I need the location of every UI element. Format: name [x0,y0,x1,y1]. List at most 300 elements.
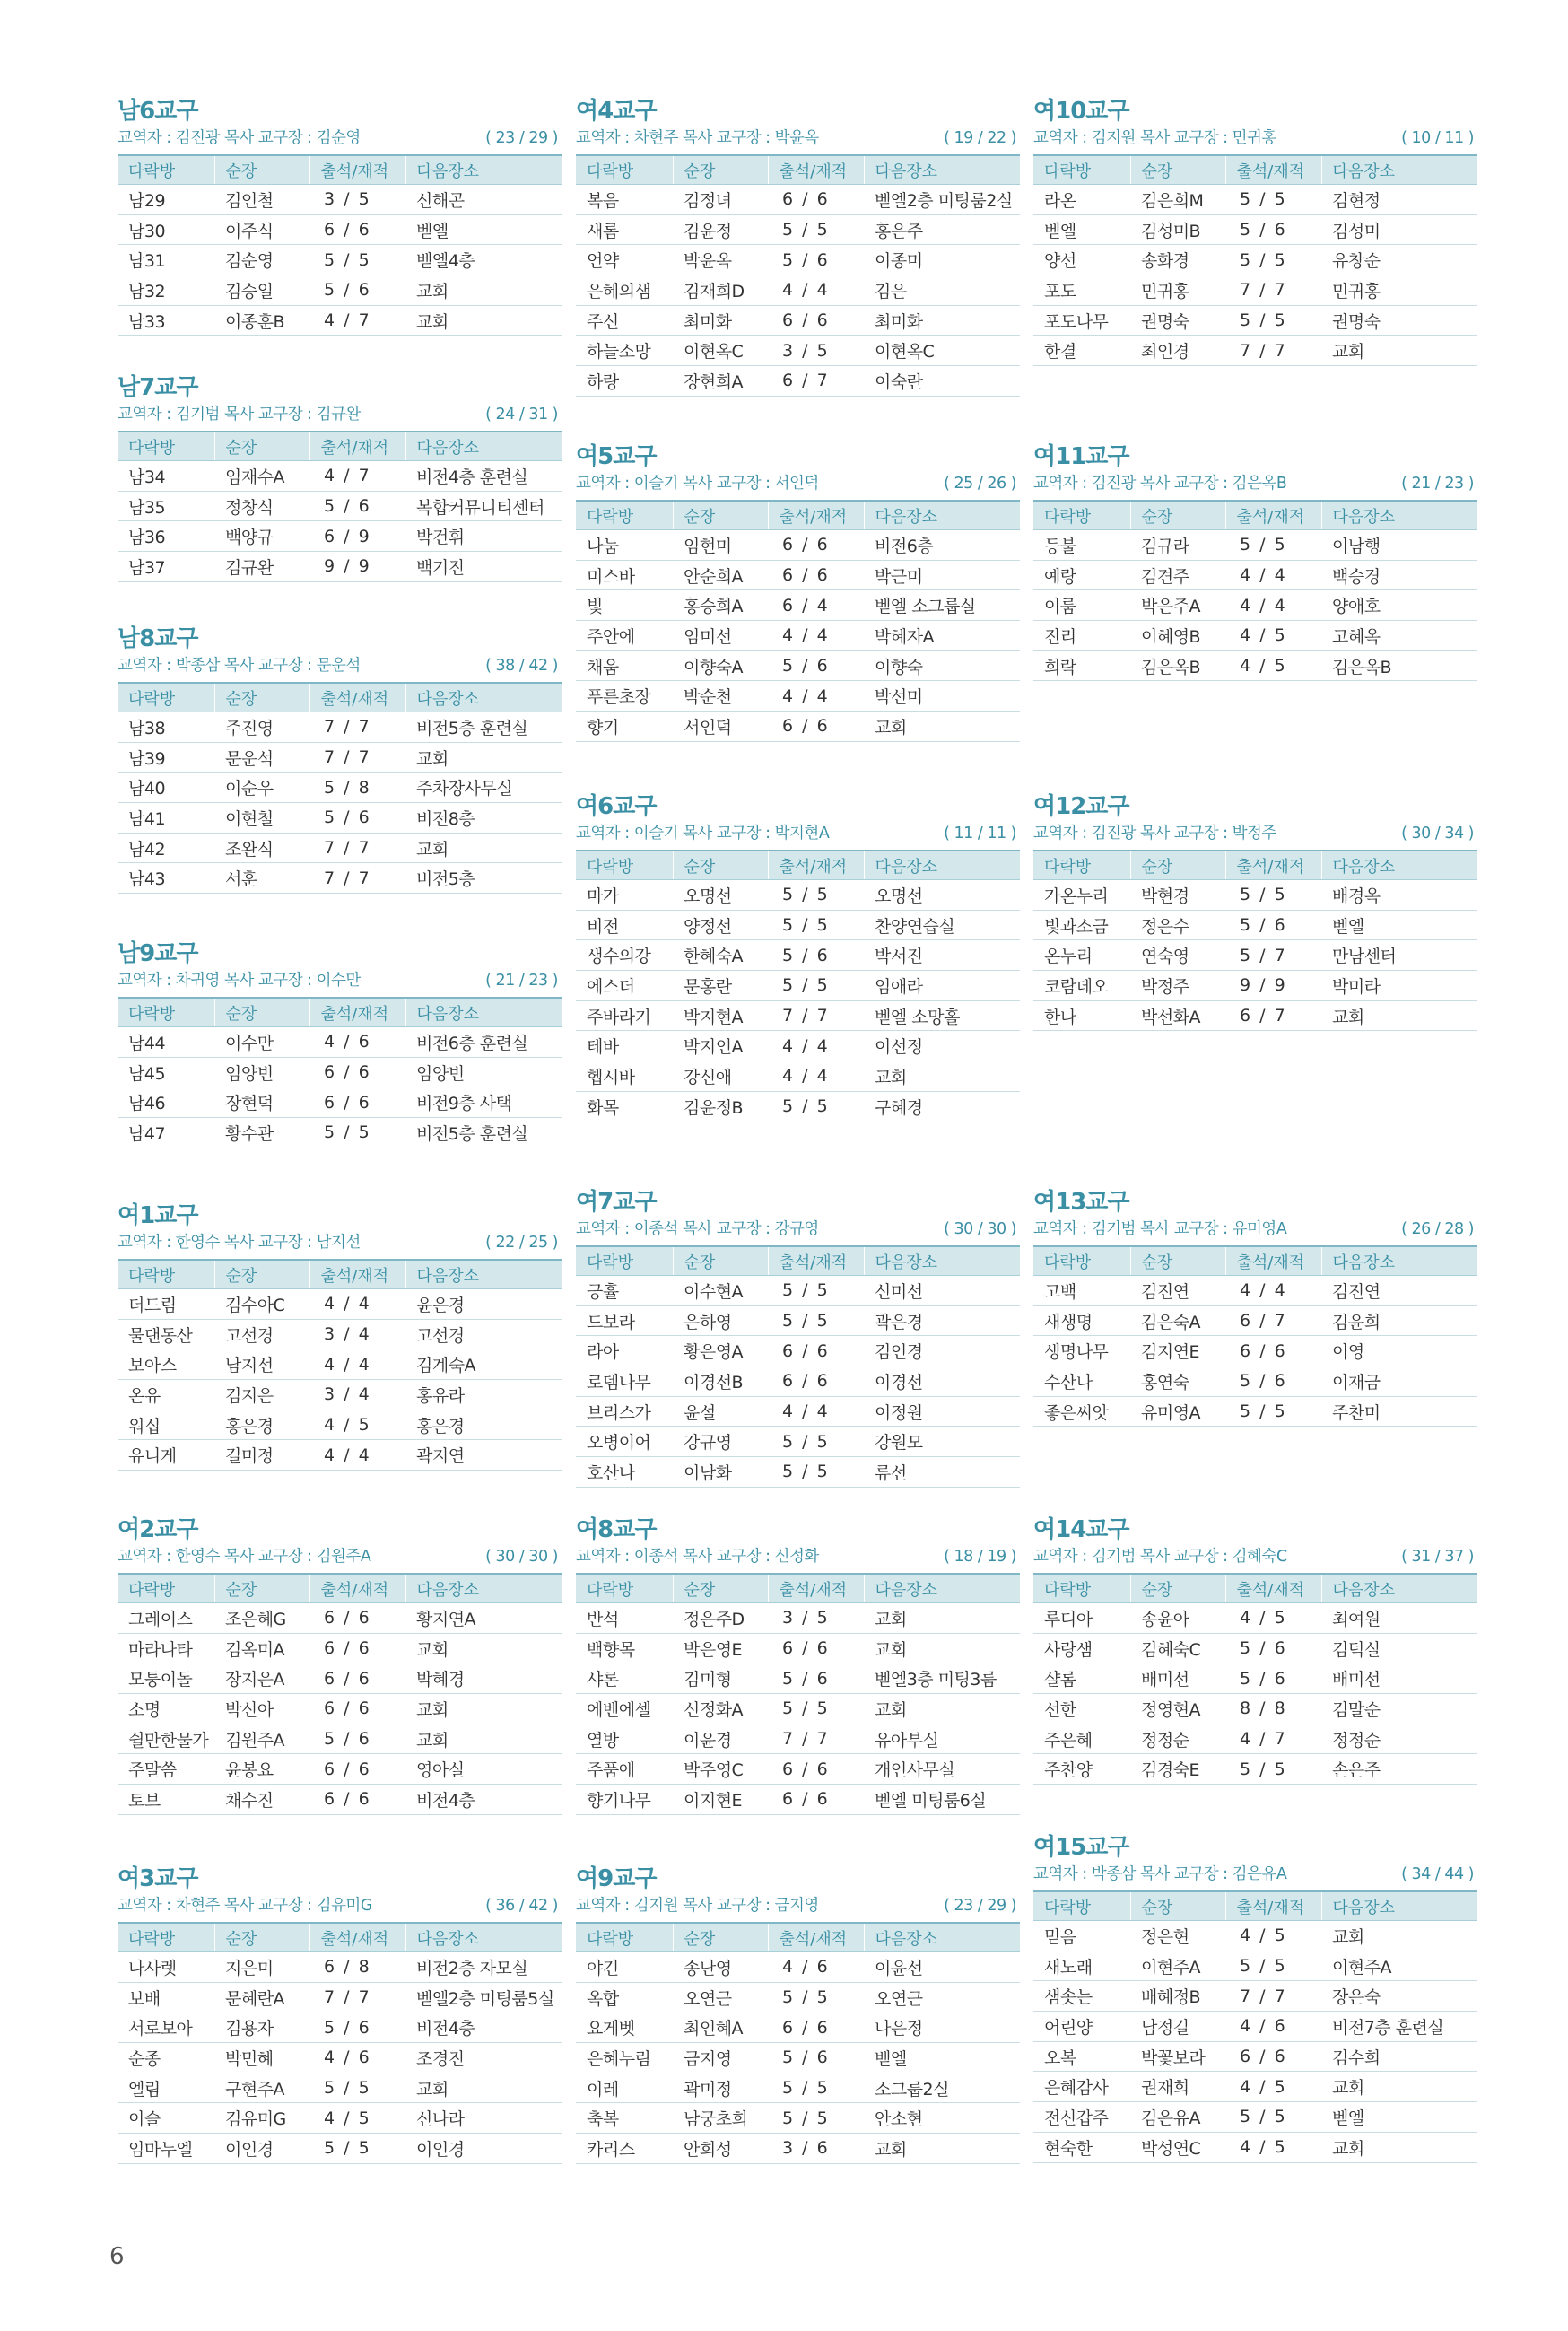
cell-leader: 김정녀 [673,185,768,215]
cell-leader: 이현주A [1130,1951,1225,1981]
column-header: 다락방 [1033,501,1130,530]
cell-group: 로뎀나무 [576,1366,673,1397]
district-attendance-total: ( 30 / 34 ) [1401,825,1474,842]
table-row [576,2012,1020,2043]
cell-next-place: 영아실 [405,1754,562,1785]
column-header: 출석/재적 [309,155,405,185]
table-row [1033,1305,1477,1336]
table-row [118,1440,562,1471]
table-row [1033,1921,1477,1951]
cell-attendance: 4 / 4 [768,621,864,651]
cell-attendance: 5 / 5 [309,2134,405,2164]
column-header: 다락방 [1033,1246,1130,1276]
cell-next-place: 이현옥C [864,336,1020,366]
district-meta [1033,1218,1477,1242]
cell-group: 남45 [118,1057,214,1087]
table-row [576,1031,1020,1061]
cell-leader: 남정길 [1130,2012,1225,2042]
cell-leader: 권명숙 [1130,305,1225,336]
district-table [1033,1890,1477,2163]
cell-leader: 김윤정 [673,214,768,245]
cell-leader: 김은옥B [1130,650,1225,681]
cell-next-place: 홍은경 [405,1410,562,1440]
table-row [1033,940,1477,971]
district-table [576,850,1020,1122]
table-row [576,336,1020,366]
column-header: 순장 [214,155,309,185]
column-header: 다락방 [576,1246,673,1276]
cell-next-place: 벧엘 소망홀 [864,1000,1020,1031]
cell-leader: 조은혜G [214,1603,309,1634]
cell-group: 루디아 [1033,1603,1130,1634]
column-header: 출석/재적 [1225,501,1321,530]
district-table [576,1245,1020,1488]
table-row [118,185,562,215]
district-block [576,442,1020,742]
cell-next-place: 이숙란 [864,366,1020,397]
cell-next-place: 김수희 [1321,2041,1477,2072]
cell-leader: 정창식 [214,491,309,521]
cell-leader: 김진연 [1130,1276,1225,1306]
cell-next-place: 곽지연 [405,1440,562,1471]
cell-next-place: 비전8층 [405,803,562,834]
cell-next-place: 교회 [864,1694,1020,1724]
district-title: 여5교구 [576,443,657,470]
cell-group: 복음 [576,185,673,215]
column-header: 순장 [1130,501,1225,530]
cell-group: 어린양 [1033,2012,1130,2042]
cell-attendance: 8 / 8 [1225,1694,1321,1724]
page-number: 6 [109,2243,125,2270]
cell-next-place: 벧엘4층 [405,245,562,275]
cell-next-place: 오연근 [864,1982,1020,2012]
cell-group: 서로보아 [118,2012,214,2043]
column-header: 다음장소 [405,1574,562,1603]
cell-group: 옥합 [576,1982,673,2012]
cell-next-place: 비전4층 [405,2012,562,2043]
cell-group: 순종 [118,2043,214,2073]
cell-attendance: 6 / 6 [768,560,864,590]
cell-leader: 배미선 [1130,1663,1225,1694]
table-row [576,910,1020,940]
cell-group: 생명나무 [1033,1336,1130,1366]
table-row [576,650,1020,681]
district-table [576,154,1020,397]
table-row [118,1982,562,2012]
cell-group: 하랑 [576,366,673,397]
district-block [118,624,562,894]
table-row [576,712,1020,742]
column-header: 다락방 [1033,851,1130,880]
cell-group: 보배 [118,1982,214,2012]
cell-attendance: 7 / 7 [309,1982,405,2012]
column-header: 순장 [214,432,309,461]
cell-leader: 김지연E [1130,1336,1225,1366]
cell-attendance: 7 / 7 [1225,275,1321,306]
cell-next-place: 교회 [864,2134,1020,2164]
cell-leader: 이순우 [214,773,309,803]
cell-leader: 장현덕 [214,1087,309,1118]
district-title: 여3교구 [118,1865,198,1892]
cell-leader: 정은주D [673,1603,768,1634]
cell-group: 임마누엘 [118,2134,214,2164]
district-attendance-total: ( 21 / 23 ) [1401,475,1474,493]
cell-group: 비전 [576,910,673,940]
district-leaders: 교역자 : 김진광 목사 교구장 : 김은옥B [1033,475,1287,493]
cell-attendance: 4 / 5 [1225,2072,1321,2102]
table-row [1033,590,1477,621]
cell-leader: 홍연숙 [1130,1366,1225,1397]
district-block [576,1515,1020,1815]
cell-attendance: 6 / 6 [309,1057,405,1087]
district-attendance-total: ( 34 / 44 ) [1401,1865,1474,1883]
column-header: 순장 [673,1923,768,1952]
district-block [1033,1188,1477,1427]
column-header: 순장 [1130,1246,1225,1276]
cell-next-place: 김현정 [1321,185,1477,215]
cell-next-place: 김성미 [1321,214,1477,245]
district-block [1033,97,1477,366]
column-header: 다락방 [576,851,673,880]
cell-leader: 송윤아 [1130,1603,1225,1634]
cell-leader: 한혜숙A [673,940,768,971]
column-header: 다음장소 [864,1923,1020,1952]
column-header: 다음장소 [1321,155,1477,185]
cell-next-place: 벧엘 [405,214,562,245]
cell-attendance: 5 / 5 [1225,1754,1321,1785]
district-title: 여10교구 [1033,98,1129,125]
cell-attendance: 4 / 6 [309,2043,405,2073]
cell-leader: 윤봉요 [214,1754,309,1785]
district-title: 남9교구 [118,940,198,967]
cell-attendance: 5 / 6 [1225,1366,1321,1397]
cell-group: 테바 [576,1031,673,1061]
cell-attendance: 6 / 6 [768,185,864,215]
cell-next-place: 김인경 [864,1336,1020,1366]
table-row [1033,971,1477,1001]
cell-next-place: 박선미 [864,681,1020,712]
column-header: 출석/재적 [309,998,405,1027]
cell-attendance: 6 / 6 [1225,1336,1321,1366]
cell-next-place: 유아부실 [864,1724,1020,1754]
cell-group: 에벤에셀 [576,1694,673,1724]
district-block [576,1188,1020,1488]
district-attendance-total: ( 18 / 19 ) [944,1548,1016,1566]
table-row [1033,214,1477,245]
district-meta [118,970,562,993]
district-leaders: 교역자 : 한영수 목사 교구장 : 남지선 [118,1234,361,1252]
cell-leader: 장현희A [673,366,768,397]
cell-leader: 박선화A [1130,1000,1225,1031]
district-table [1033,1573,1477,1785]
cell-attendance: 6 / 7 [768,366,864,397]
cell-leader: 정은수 [1130,910,1225,940]
table-row [576,1754,1020,1785]
cell-leader: 김인철 [214,185,309,215]
district-attendance-total: ( 11 / 11 ) [944,825,1016,842]
cell-attendance: 4 / 4 [309,1349,405,1380]
table-row [576,2103,1020,2134]
cell-attendance: 6 / 6 [309,1087,405,1118]
cell-attendance: 6 / 8 [309,1952,405,1983]
cell-attendance: 5 / 6 [1225,1633,1321,1663]
table-row [576,1091,1020,1122]
cell-next-place: 이종미 [864,245,1020,275]
cell-attendance: 6 / 6 [768,530,864,561]
district-block [1033,442,1477,681]
cell-group: 남33 [118,305,214,336]
cell-group: 은혜의샘 [576,275,673,306]
cell-group: 드보라 [576,1305,673,1336]
cell-group: 남35 [118,491,214,521]
cell-group: 남40 [118,773,214,803]
column-header: 순장 [1130,1891,1225,1921]
cell-attendance: 5 / 5 [309,245,405,275]
cell-attendance: 5 / 7 [1225,940,1321,971]
column-header: 순장 [673,1246,768,1276]
column-header: 순장 [214,998,309,1027]
table-row [118,833,562,863]
cell-next-place: 교회 [1321,336,1477,366]
cell-group: 향기나무 [576,1785,673,1815]
cell-attendance: 3 / 5 [768,336,864,366]
cell-attendance: 5 / 6 [768,2043,864,2073]
cell-attendance: 5 / 6 [1225,910,1321,940]
cell-next-place: 교회 [1321,1921,1477,1951]
cell-group: 남38 [118,712,214,743]
table-row [118,275,562,306]
district-table [118,154,562,336]
cell-next-place: 비전6층 [864,530,1020,561]
cell-next-place: 김덕실 [1321,1633,1477,1663]
table-row [576,1396,1020,1427]
cell-next-place: 안소현 [864,2103,1020,2134]
cell-group: 브리스가 [576,1396,673,1427]
cell-attendance: 4 / 5 [1225,650,1321,681]
cell-leader: 홍은경 [214,1410,309,1440]
column-header: 출석/재적 [309,432,405,461]
cell-group: 헵시바 [576,1061,673,1092]
cell-next-place: 개인사무실 [864,1754,1020,1785]
column-header: 다락방 [1033,1574,1130,1603]
cell-next-place: 고선경 [405,1319,562,1349]
cell-attendance: 6 / 6 [309,1603,405,1634]
table-row [576,971,1020,1001]
cell-attendance: 5 / 5 [309,1118,405,1148]
cell-attendance: 7 / 7 [309,742,405,773]
table-row [576,681,1020,712]
column-header: 출석/재적 [1225,155,1321,185]
cell-leader: 김용자 [214,2012,309,2043]
cell-attendance: 5 / 5 [1225,305,1321,336]
cell-group: 양선 [1033,245,1130,275]
district-leaders: 교역자 : 차현주 목사 교구장 : 김유미G [118,1897,372,1915]
cell-attendance: 6 / 6 [309,1754,405,1785]
cell-leader: 이수만 [214,1027,309,1058]
cell-attendance: 4 / 7 [309,305,405,336]
cell-group: 남47 [118,1118,214,1148]
district-table [118,682,562,894]
table-row [576,940,1020,971]
cell-attendance: 4 / 6 [309,1027,405,1058]
cell-leader: 김윤정B [673,1091,768,1122]
cell-group: 유니게 [118,1440,214,1471]
table-row [1033,275,1477,306]
cell-leader: 지은미 [214,1952,309,1983]
cell-next-place: 소그룹2실 [864,2073,1020,2103]
cell-attendance: 5 / 5 [768,1457,864,1488]
cell-leader: 양정선 [673,910,768,940]
cell-next-place: 이향숙 [864,650,1020,681]
cell-group: 새노래 [1033,1951,1130,1981]
cell-next-place: 권명숙 [1321,305,1477,336]
district-leaders: 교역자 : 이종석 목사 교구장 : 신정화 [576,1548,819,1566]
cell-next-place: 민귀홍 [1321,275,1477,306]
cell-next-place: 이영 [1321,1336,1477,1366]
district-table [118,1259,562,1471]
table-row [576,1336,1020,1366]
table-row [576,1366,1020,1397]
cell-leader: 강규영 [673,1427,768,1457]
cell-group: 화목 [576,1091,673,1122]
cell-next-place: 최미화 [864,305,1020,336]
cell-leader: 조완식 [214,833,309,863]
cell-group: 남42 [118,833,214,863]
column-header: 다음장소 [1321,501,1477,530]
cell-leader: 서훈 [214,863,309,894]
district-block [576,97,1020,397]
table-row [1033,1694,1477,1724]
cell-attendance: 4 / 4 [768,1061,864,1092]
table-row [118,2073,562,2103]
cell-next-place: 비전5층 훈련실 [405,1118,562,1148]
table-row [118,1057,562,1087]
cell-next-place: 박근미 [864,560,1020,590]
column-header: 다락방 [118,1923,214,1952]
table-row [1033,336,1477,366]
cell-attendance: 4 / 7 [1225,1724,1321,1754]
district-leaders: 교역자 : 김진광 목사 교구장 : 박정주 [1033,825,1276,842]
cell-attendance: 4 / 5 [1225,1921,1321,1951]
district-leaders: 교역자 : 박종삼 목사 교구장 : 문운석 [118,657,361,675]
district-leaders: 교역자 : 김기범 목사 교구장 : 김규완 [118,406,361,423]
table-row [576,2073,1020,2103]
cell-next-place: 이경선 [864,1366,1020,1397]
cell-group: 샬롬 [1033,1663,1130,1694]
cell-group: 남32 [118,275,214,306]
cell-leader: 이현옥C [673,336,768,366]
district-table [1033,850,1477,1031]
cell-next-place: 비전9층 사택 [405,1087,562,1118]
district-leaders: 교역자 : 이슬기 목사 교구장 : 서인덕 [576,475,819,493]
cell-next-place: 교회 [1321,2072,1477,2102]
cell-group: 진리 [1033,621,1130,651]
cell-group: 채움 [576,650,673,681]
column-header: 출석/재적 [1225,1246,1321,1276]
table-row [118,521,562,552]
table-row [576,1427,1020,1457]
column-header: 출석/재적 [1225,1891,1321,1921]
cell-group: 남30 [118,214,214,245]
cell-group: 열방 [576,1724,673,1754]
table-row [1033,650,1477,681]
district-title: 여13교구 [1033,1189,1129,1216]
cell-attendance: 5 / 5 [309,2073,405,2103]
cell-group: 향기 [576,712,673,742]
cell-attendance: 5 / 5 [1225,530,1321,561]
district-leaders: 교역자 : 김기범 목사 교구장 : 유미영A [1033,1220,1287,1238]
cell-attendance: 6 / 7 [1225,1000,1321,1031]
cell-leader: 박주영C [673,1754,768,1785]
table-row [576,1785,1020,1815]
cell-leader: 이주식 [214,214,309,245]
cell-next-place: 교회 [405,275,562,306]
cell-group: 남44 [118,1027,214,1058]
cell-group: 고백 [1033,1276,1130,1306]
cell-attendance: 5 / 5 [768,880,864,911]
cell-leader: 강신애 [673,1061,768,1092]
cell-leader: 정영현A [1130,1694,1225,1724]
cell-attendance: 6 / 6 [768,1785,864,1815]
cell-next-place: 박건휘 [405,521,562,552]
cell-attendance: 5 / 5 [768,1276,864,1306]
district-title: 여8교구 [576,1516,657,1543]
table-row [118,863,562,894]
cell-group: 샘솟는 [1033,1981,1130,2012]
table-row [576,880,1020,911]
cell-group: 등불 [1033,530,1130,561]
cell-leader: 이혜영B [1130,621,1225,651]
district-attendance-total: ( 38 / 42 ) [485,657,558,675]
cell-leader: 김혜숙C [1130,1633,1225,1663]
cell-attendance: 3 / 4 [309,1380,405,1410]
cell-attendance: 9 / 9 [1225,971,1321,1001]
district-block [1033,792,1477,1031]
district-meta [118,404,562,427]
table-row [576,1000,1020,1031]
cell-next-place: 교회 [1321,1000,1477,1031]
cell-next-place: 나은정 [864,2012,1020,2043]
cell-attendance: 6 / 6 [768,1336,864,1366]
table-row [1033,1981,1477,2012]
district-meta [1033,1546,1477,1569]
cell-attendance: 7 / 7 [1225,336,1321,366]
cell-next-place: 장은숙 [1321,1981,1477,2012]
district-meta [118,1232,562,1255]
table-row [1033,1276,1477,1306]
table-row [576,275,1020,306]
table-row [576,530,1020,561]
cell-attendance: 7 / 7 [1225,1981,1321,2012]
cell-leader: 최인경 [1130,336,1225,366]
table-row [1033,530,1477,561]
column-header: 다락방 [118,683,214,712]
district-attendance-total: ( 22 / 25 ) [485,1234,558,1252]
table-row [576,1982,1020,2012]
cell-leader: 김규완 [214,552,309,582]
cell-group: 에스더 [576,971,673,1001]
column-header: 출석/재적 [309,1923,405,1952]
district-block [576,1864,1020,2164]
cell-attendance: 6 / 9 [309,521,405,552]
cell-attendance: 3 / 6 [768,2134,864,2164]
column-header: 다락방 [576,1923,673,1952]
column-header: 출석/재적 [768,851,864,880]
cell-group: 모퉁이돌 [118,1663,214,1694]
cell-next-place: 교회 [405,305,562,336]
cell-next-place: 벧엘2층 미팅룸5실 [405,1982,562,2012]
table-row [1033,880,1477,911]
